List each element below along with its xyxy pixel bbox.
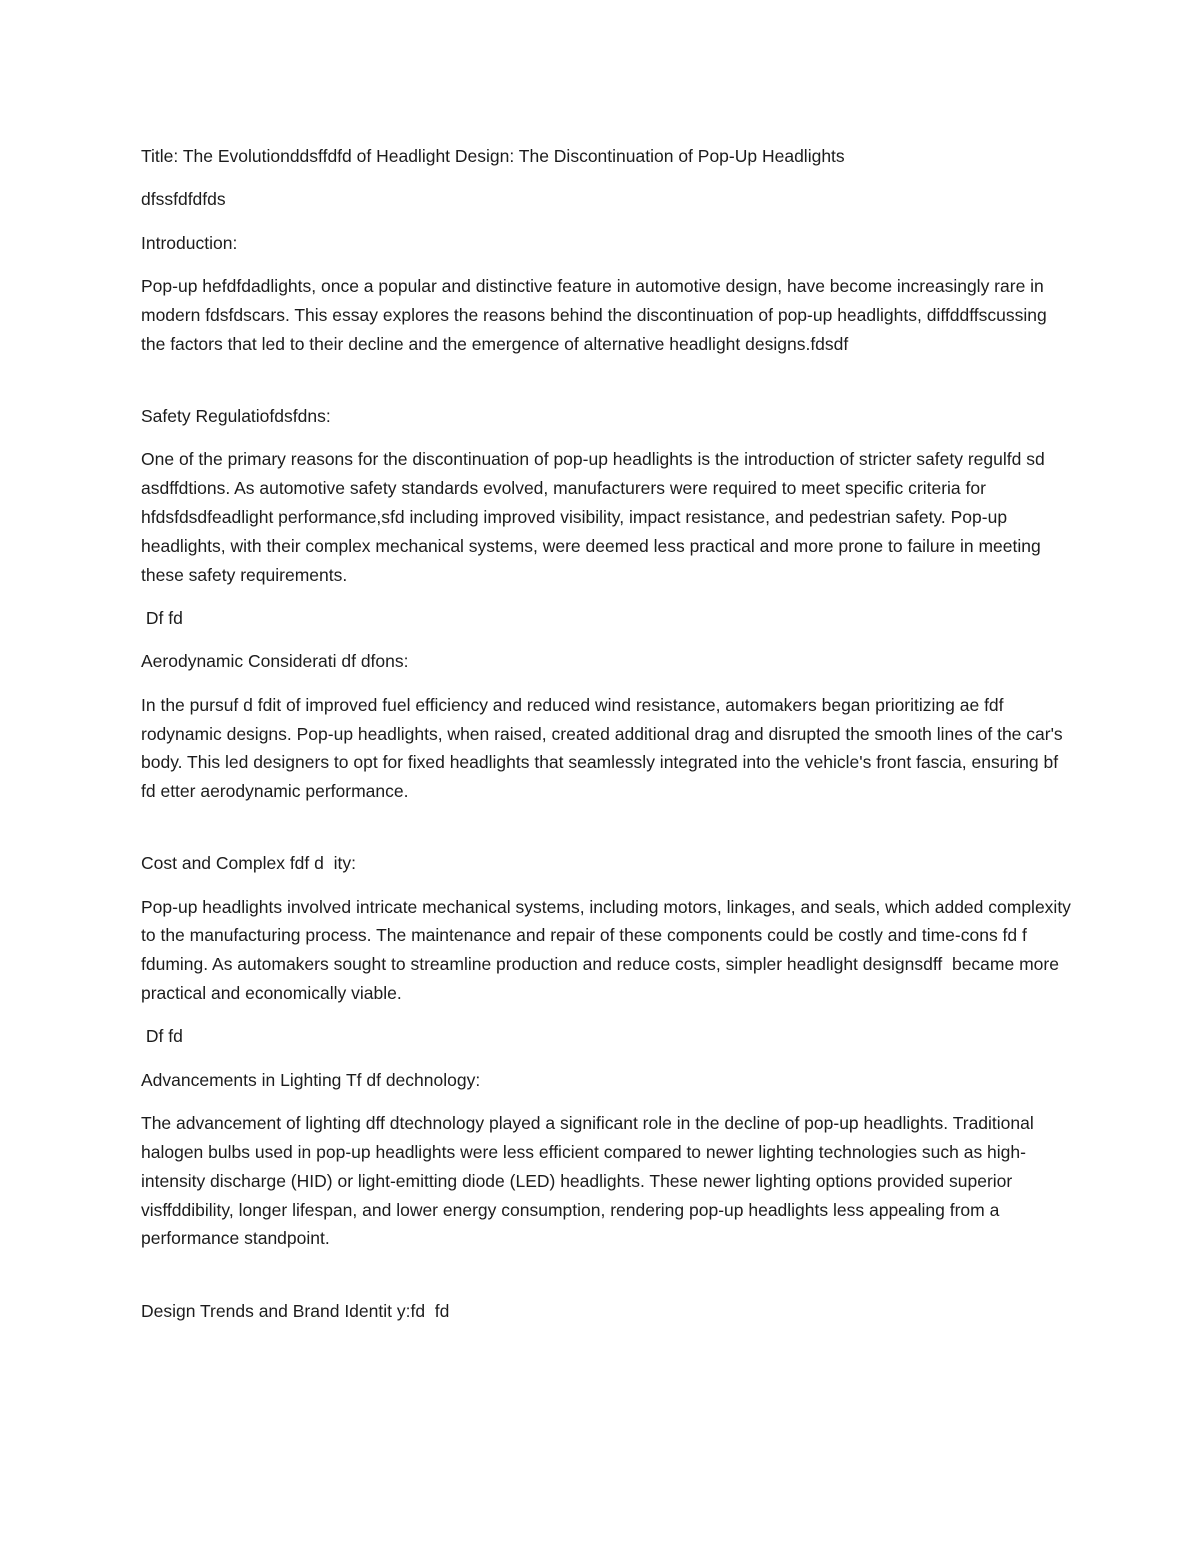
document-body bbox=[141, 142, 1076, 1340]
section-body-safety: One of the primary reasons for the discontinuation of pop-up headlights is the introduction of stricter safety regulfd sd asdffdtions. As automotive safety standards evolved, manufacturers were required to meet specific criteria for hfdsfdsdfeadlight performance,sfd including improved visibility, impact resistance, and pedestrian safety. Pop-up headlights, with their complex mechanical systems, were deemed less practical and more prone to failure in meeting these safety requirements. bbox=[141, 449, 1050, 585]
section-heading-design-trends: Design Trends and Brand Identit y:fd fd bbox=[141, 1300, 450, 1321]
document-title: Title: The Evolutionddsffdfd of Headlight Design: The Discontinuation of Pop-Up Headlights bbox=[141, 146, 845, 166]
section-note-safety: Df fd bbox=[141, 607, 183, 628]
section-heading-safety: Safety Regulatiofdsfdns: bbox=[141, 405, 331, 426]
section-heading-lighting: Advancements in Lighting Tf df dechnology: bbox=[141, 1069, 481, 1090]
section-heading-aerodynamic: Aerodynamic Considerati df dfons: bbox=[141, 651, 409, 672]
section-note-cost: Df fd bbox=[141, 1026, 183, 1047]
document-subtitle: dfssfdfdfds bbox=[141, 189, 226, 210]
section-body-aerodynamic: In the pursuf d fdit of improved fuel efficiency and reduced wind resistance, automakers began prioritizing ae fdf rodynamic designs. Pop-up headlights, when raised, created additional drag and disrupted the smooth lines of the car's body. This led designers to opt for fixed headlights that seamlessly integrated into the vehicle's front fascia, ensuring bf fd etter aerodynamic performance. bbox=[141, 694, 1068, 802]
section-heading-cost: Cost and Complex fdf d ity: bbox=[141, 853, 356, 874]
section-heading-introduction: Introduction: bbox=[141, 232, 238, 253]
section-body-introduction: Pop-up hefdfdadlights, once a popular and distinctive feature in automotive design, have become increasingly rare in modern fdsfdscars. This essay explores the reasons behind the discontinuation of pop-up headlights, diffddffscussing the factors that led to their decline and the emergence of alternative headlight designs.fdsdf bbox=[141, 276, 1052, 354]
section-body-lighting: The advancement of lighting dff dtechnology played a significant role in the decline of pop-up headlights. Traditional halogen bulbs used in pop-up headlights were less efficient compared to newer lighting technologies such as high-intensity discharge (HID) or light-emitting diode (LED) headlights. These newer lighting options provided superior visffddibility, longer lifespan, and lower energy consumption, rendering pop-up headlights less appealing from a performance standpoint. bbox=[141, 1113, 1039, 1249]
section-body-cost: Pop-up headlights involved intricate mechanical systems, including motors, linkages, and seals, which added complexity to the manufacturing process. The maintenance and repair of these components could be costly and time-cons fd f fduming. As automakers sought to streamline production and reduce costs, simpler headlight designsdff became more practical and economically viable. bbox=[141, 896, 1076, 1004]
